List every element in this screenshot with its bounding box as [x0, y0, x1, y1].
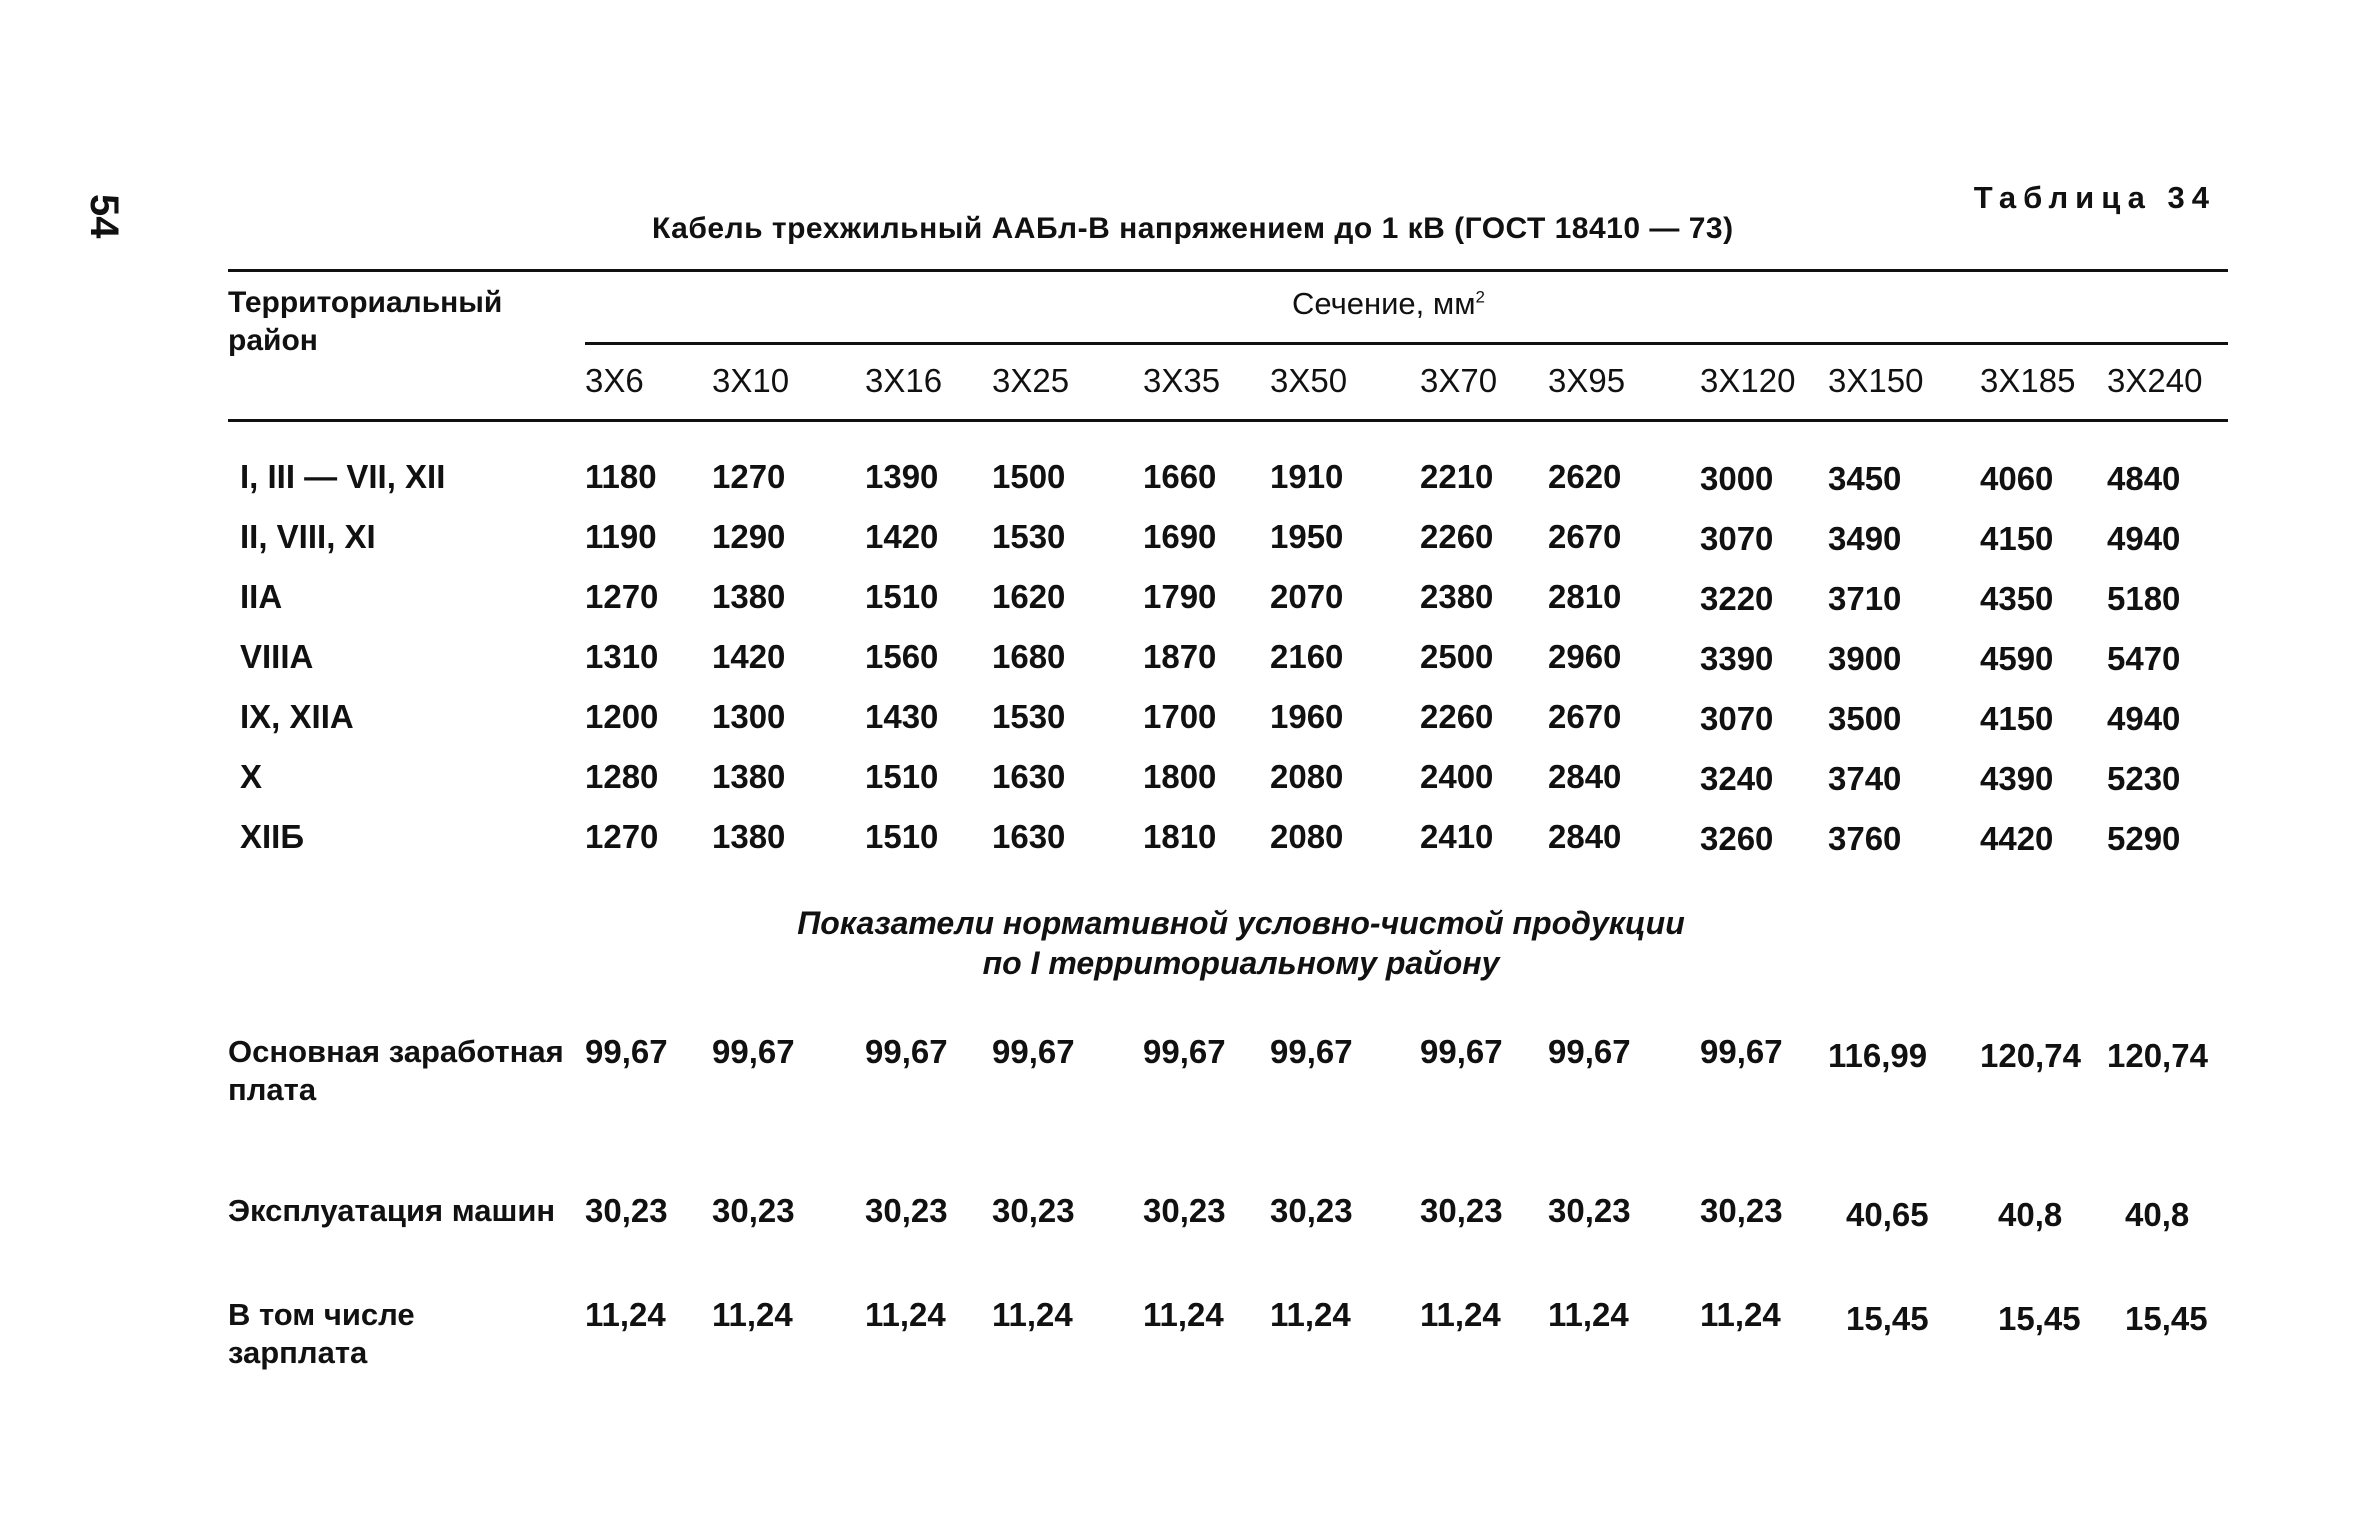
indicator-cell: 116,99 — [1828, 1037, 1928, 1074]
table-cell: 3740 — [1828, 760, 1902, 797]
table-cell: 2160 — [1270, 638, 1344, 675]
table-cell: 3500 — [1828, 700, 1902, 737]
table-cell: 1530 — [992, 518, 1066, 555]
table-cell: 2500 — [1420, 638, 1494, 675]
column-header: 3Х150 — [1828, 362, 1924, 399]
table-cell: 2260 — [1420, 518, 1494, 555]
table-cell: 1380 — [712, 818, 786, 855]
table-cell: 1280 — [585, 758, 659, 795]
table-cell: 1420 — [712, 638, 786, 675]
column-header: 3Х10 — [712, 362, 790, 399]
indicator-cell: 30,23 — [712, 1192, 795, 1229]
indicator-cell: 11,24 — [1143, 1296, 1224, 1333]
indicator-cell: 15,45 — [1846, 1300, 1929, 1337]
indicator-cell: 30,23 — [585, 1192, 668, 1229]
indicator-cell: 99,67 — [865, 1033, 948, 1070]
table-cell: 1300 — [712, 698, 786, 735]
indicator-label — [228, 1296, 415, 1372]
column-header: 3Х95 — [1548, 362, 1626, 399]
page-number: 54 — [82, 194, 126, 239]
table-cell: 3070 — [1700, 520, 1774, 557]
row-label: II, VIII, XI — [240, 518, 376, 555]
territory-header-line: район — [228, 324, 318, 357]
column-header: 3Х25 — [992, 362, 1070, 399]
table-cell: 3260 — [1700, 820, 1774, 857]
indicator-cell: 15,45 — [1998, 1300, 2081, 1337]
territory-header-line: Территориальный — [228, 286, 503, 319]
table-cell: 1510 — [865, 818, 939, 855]
indicator-cell: 30,23 — [1270, 1192, 1353, 1229]
table-cell: 2410 — [1420, 818, 1494, 855]
indicator-cell: 11,24 — [865, 1296, 946, 1333]
table-cell: 1380 — [712, 758, 786, 795]
table-cell: 5180 — [2107, 580, 2181, 617]
indicator-label-line: плата — [228, 1072, 317, 1107]
column-header: 3Х6 — [585, 362, 644, 399]
indicator-cell: 15,45 — [2125, 1300, 2208, 1337]
table-label: Таблица 34 — [1973, 180, 2216, 215]
column-header: 3Х240 — [2107, 362, 2203, 399]
row-label: I, III — VII, XII — [240, 458, 446, 495]
column-header: 3Х16 — [865, 362, 943, 399]
indicator-cell: 11,24 — [1420, 1296, 1501, 1333]
table-cell: 4060 — [1980, 460, 2054, 497]
table-cell: 2670 — [1548, 698, 1622, 735]
subtitle-line: Показатели нормативной условно-чистой продукции — [797, 905, 1685, 941]
table-cell: 4590 — [1980, 640, 2054, 677]
table-cell: 4390 — [1980, 760, 2054, 797]
table-cell: 1690 — [1143, 518, 1217, 555]
table-cell: 1800 — [1143, 758, 1217, 795]
territory-header — [228, 284, 502, 360]
table-cell: 1190 — [585, 518, 657, 555]
table-cell: 3390 — [1700, 640, 1774, 677]
table-cell: 5230 — [2107, 760, 2181, 797]
indicator-cell: 11,24 — [712, 1296, 793, 1333]
section-header — [1292, 286, 1485, 322]
indicator-cell: 11,24 — [585, 1296, 666, 1333]
table-cell: 1390 — [865, 458, 939, 495]
table-cell: 2080 — [1270, 818, 1344, 855]
indicator-cell: 11,24 — [1270, 1296, 1351, 1333]
table-cell: 2960 — [1548, 638, 1622, 675]
indicator-cell: 11,24 — [992, 1296, 1073, 1333]
table-cell: 2070 — [1270, 578, 1344, 615]
section-header-sup: 2 — [1475, 287, 1485, 307]
indicator-cell: 30,23 — [1420, 1192, 1503, 1229]
table-cell: 1950 — [1270, 518, 1344, 555]
table-cell: 1270 — [585, 578, 659, 615]
indicator-cell: 40,8 — [1998, 1196, 2063, 1233]
indicator-cell: 99,67 — [712, 1033, 795, 1070]
table-cell: 2810 — [1548, 578, 1622, 615]
table-cell: 1420 — [865, 518, 939, 555]
table-cell: 1630 — [992, 818, 1066, 855]
table-cell: 2400 — [1420, 758, 1494, 795]
subtitle-line: по I территориальному району — [982, 945, 1500, 981]
row-label: VIIIA — [240, 638, 314, 675]
row-label: XIIБ — [240, 818, 305, 855]
table-cell: 1810 — [1143, 818, 1217, 855]
table-cell: 3000 — [1700, 460, 1774, 497]
table-cell: 3900 — [1828, 640, 1902, 677]
indicator-cell: 99,67 — [1420, 1033, 1503, 1070]
table-cell: 2380 — [1420, 578, 1494, 615]
indicator-cell: 11,24 — [1548, 1296, 1629, 1333]
table-cell: 1510 — [865, 578, 939, 615]
indicator-cell: 99,67 — [1700, 1033, 1783, 1070]
table-cell: 4940 — [2107, 700, 2181, 737]
indicator-cell: 40,8 — [2125, 1196, 2190, 1233]
table-cell: 1270 — [585, 818, 659, 855]
top-rule — [228, 269, 2228, 272]
table-cell: 4350 — [1980, 580, 2054, 617]
table-cell: 1310 — [585, 638, 659, 675]
table-title: Кабель трехжильный ААБл-В напряжением до 1 кВ (ГОСТ 18410 — 73) — [652, 212, 1734, 245]
indicator-cell: 30,23 — [992, 1192, 1075, 1229]
table-cell: 2670 — [1548, 518, 1622, 555]
table-cell: 3450 — [1828, 460, 1902, 497]
table-cell: 1700 — [1143, 698, 1217, 735]
column-header: 3Х70 — [1420, 362, 1498, 399]
indicator-cell: 40,65 — [1846, 1196, 1929, 1233]
indicator-cell: 99,67 — [585, 1033, 668, 1070]
table-cell: 1290 — [712, 518, 786, 555]
table-cell: 4840 — [2107, 460, 2181, 497]
table-cell: 3240 — [1700, 760, 1774, 797]
table-cell: 1430 — [865, 698, 939, 735]
row-label: IX, XIIA — [240, 698, 354, 735]
column-header: 3Х50 — [1270, 362, 1348, 399]
indicator-cell: 30,23 — [1548, 1192, 1631, 1229]
table-cell: 1620 — [992, 578, 1066, 615]
table-cell: 1270 — [712, 458, 786, 495]
section-header-text: Сечение, мм — [1292, 286, 1476, 321]
column-header: 3Х35 — [1143, 362, 1221, 399]
table-cell: 4150 — [1980, 700, 2054, 737]
column-header: 3Х120 — [1700, 362, 1796, 399]
table-cell: 1790 — [1143, 578, 1217, 615]
table-cell: 5470 — [2107, 640, 2181, 677]
table-cell: 1530 — [992, 698, 1066, 735]
table-cell: 1180 — [585, 458, 657, 495]
indicator-label — [228, 1192, 555, 1230]
indicator-cell: 99,67 — [1548, 1033, 1631, 1070]
table-cell: 2080 — [1270, 758, 1344, 795]
row-label: IIA — [240, 578, 283, 615]
indicator-cell: 99,67 — [1143, 1033, 1226, 1070]
table-cell: 1910 — [1270, 458, 1344, 495]
table-cell: 2210 — [1420, 458, 1494, 495]
table-cell: 2840 — [1548, 818, 1622, 855]
column-header: 3Х185 — [1980, 362, 2076, 399]
indicator-cell: 99,67 — [992, 1033, 1075, 1070]
indicator-label-line: Эксплуатация машин — [228, 1193, 556, 1228]
indicator-cell: 30,23 — [865, 1192, 948, 1229]
indicators-subtitle — [0, 903, 2362, 983]
indicator-label-line: Основная заработная — [228, 1034, 564, 1069]
table-cell: 4420 — [1980, 820, 2054, 857]
row-label: X — [240, 758, 263, 795]
indicator-cell: 120,74 — [2107, 1037, 2208, 1074]
table-cell: 1510 — [865, 758, 939, 795]
table-cell: 2620 — [1548, 458, 1622, 495]
table-cell: 2840 — [1548, 758, 1622, 795]
indicator-label-line: В том числе — [228, 1297, 415, 1332]
indicator-cell: 30,23 — [1143, 1192, 1226, 1229]
indicator-cell: 120,74 — [1980, 1037, 2081, 1074]
table-cell: 3760 — [1828, 820, 1902, 857]
table-cell: 1380 — [712, 578, 786, 615]
table-cell: 3220 — [1700, 580, 1774, 617]
table-cell: 1660 — [1143, 458, 1217, 495]
table-cell: 4150 — [1980, 520, 2054, 557]
section-rule — [585, 342, 2228, 345]
table-cell: 3070 — [1700, 700, 1774, 737]
table-cell: 5290 — [2107, 820, 2181, 857]
indicator-cell: 11,24 — [1700, 1296, 1781, 1333]
header-bottom-rule — [228, 419, 2228, 422]
indicator-label — [228, 1033, 564, 1109]
indicator-cell: 99,67 — [1270, 1033, 1353, 1070]
table-cell: 3490 — [1828, 520, 1902, 557]
table-cell: 1960 — [1270, 698, 1344, 735]
table-cell: 1680 — [992, 638, 1066, 675]
table-cell: 1560 — [865, 638, 939, 675]
indicator-cell: 30,23 — [1700, 1192, 1783, 1229]
table-cell: 1500 — [992, 458, 1066, 495]
table-cell: 1870 — [1143, 638, 1217, 675]
table-cell: 4940 — [2107, 520, 2181, 557]
table-cell: 1630 — [992, 758, 1066, 795]
table-cell: 2260 — [1420, 698, 1494, 735]
indicator-label-line: зарплата — [228, 1335, 368, 1370]
table-cell: 3710 — [1828, 580, 1902, 617]
table-cell: 1200 — [585, 698, 659, 735]
